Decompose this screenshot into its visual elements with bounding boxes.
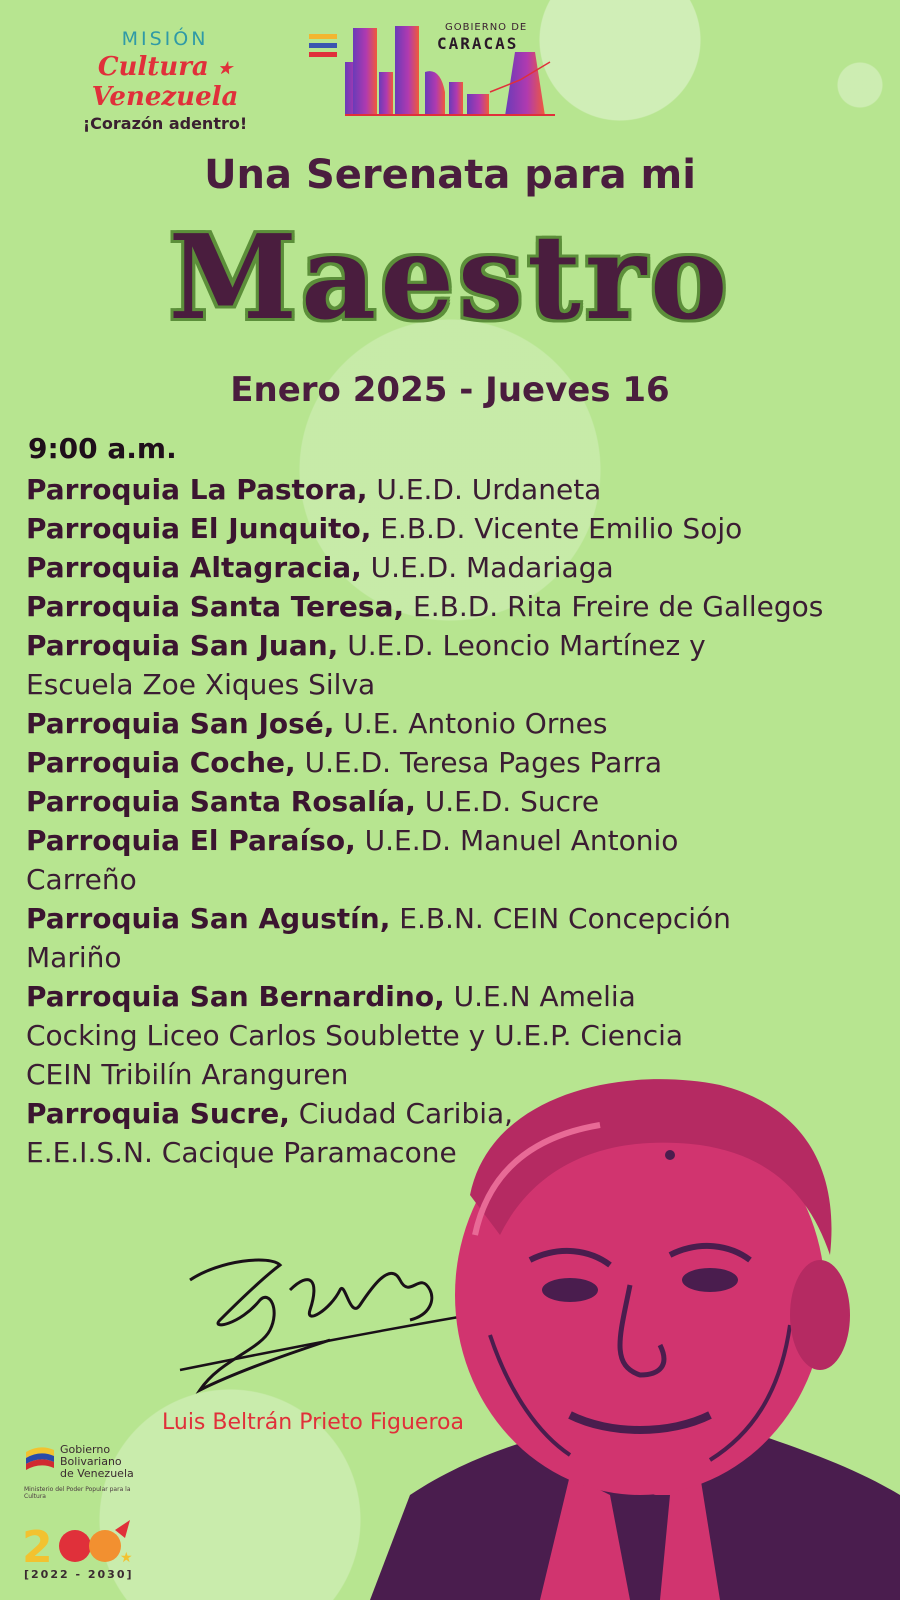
venue-name: U.E. Antonio Ornes (343, 707, 608, 740)
title-line-1: Una Serenata para mi (204, 152, 696, 198)
venue-name: U.E.D. Leoncio Martínez y Escuela Zoe Xiques Silva (26, 629, 706, 701)
signature-name: Luis Beltrán Prieto Figueroa (162, 1410, 464, 1435)
venezuela-flag-icon (24, 1444, 56, 1472)
gobierno-caracas-logo (345, 22, 555, 116)
list-item (26, 743, 866, 782)
venue-name: U.E.D. Madariaga (370, 551, 614, 584)
venue-name: U.E.D. Teresa Pages Parra (304, 746, 663, 779)
svg-text:2: 2 (22, 1522, 53, 1568)
list-item (26, 626, 786, 704)
gobierno-bolivariano-logo (24, 1443, 144, 1500)
venue-name: E.B.D. Vicente Emilio Sojo (380, 512, 743, 545)
parish-name: Parroquia El Paraíso, (26, 824, 356, 857)
mision-word: MISIÓN (121, 28, 209, 50)
caracas-top-text: GOBIERNO DE (445, 22, 528, 33)
parish-name: Parroquia Coche, (26, 746, 296, 779)
brand-left: Cultura (97, 52, 209, 82)
bicentennial-years: [2022 - 2030] (24, 1568, 134, 1581)
mision-cultura-logo (30, 28, 300, 133)
list-item (26, 899, 826, 977)
parish-name: Parroquia Sucre, (26, 1097, 290, 1130)
parish-name: Parroquia Altagracia, (26, 551, 362, 584)
mision-brand (30, 52, 300, 112)
venue-name: U.E.N Amelia Cocking Liceo Carlos Soublette y U.E.P. Ciencia CEIN Tribilín Aranguren (26, 980, 684, 1091)
venue-name: U.E.D. Urdaneta (376, 473, 602, 506)
svg-text:★: ★ (120, 1550, 133, 1566)
bicentennial-200-icon (20, 1518, 140, 1568)
parish-name: Parroquia Santa Teresa, (26, 590, 405, 623)
list-item (26, 548, 866, 587)
gob-line-1: Gobierno (60, 1443, 111, 1456)
venue-name: U.E.D. Sucre (424, 785, 600, 818)
flag-stripes-icon (309, 34, 337, 61)
brand-right: Venezuela (91, 82, 239, 112)
mision-tagline: ¡Corazón adentro! (82, 114, 248, 133)
venue-name: E.B.D. Rita Freire de Gallegos (413, 590, 824, 623)
parish-name: Parroquia Santa Rosalía, (26, 785, 416, 818)
event-date: Enero 2025 - Jueves 16 (230, 370, 670, 410)
event-time: 9:00 a.m. (28, 432, 177, 465)
parish-name: Parroquia San Agustín, (26, 902, 391, 935)
venue-name: U.E.D. Manuel Antonio Carreño (26, 824, 679, 896)
title-maestro: Maestro (168, 210, 732, 346)
venue-list (26, 470, 866, 1172)
portrait-image (370, 1075, 900, 1600)
caracas-name-text: CARACAS (437, 34, 519, 53)
ministry-text: Ministerio del Poder Popular para la Cultura (24, 1486, 131, 1500)
gob-line-2: Bolivariano (60, 1455, 122, 1468)
list-item (26, 704, 866, 743)
parish-name: Parroquia San Juan, (26, 629, 339, 662)
gob-text (60, 1444, 134, 1480)
gob-line-3: de Venezuela (60, 1467, 134, 1480)
venue-name: Ciudad Caribia, E.E.I.S.N. Cacique Paramacone (26, 1097, 514, 1169)
parish-name: Parroquia El Junquito, (26, 512, 372, 545)
list-item (26, 587, 866, 626)
list-item (26, 470, 866, 509)
bicentennial-logo (20, 1518, 140, 1588)
parish-name: Parroquia San José, (26, 707, 335, 740)
list-item (26, 509, 866, 548)
parish-name: Parroquia La Pastora, (26, 473, 368, 506)
list-item (26, 782, 866, 821)
star-icon: ★ (217, 58, 233, 78)
list-item (26, 821, 766, 899)
parish-name: Parroquia San Bernardino, (26, 980, 445, 1013)
venue-name: E.B.N. CEIN Concepción Mariño (26, 902, 731, 974)
